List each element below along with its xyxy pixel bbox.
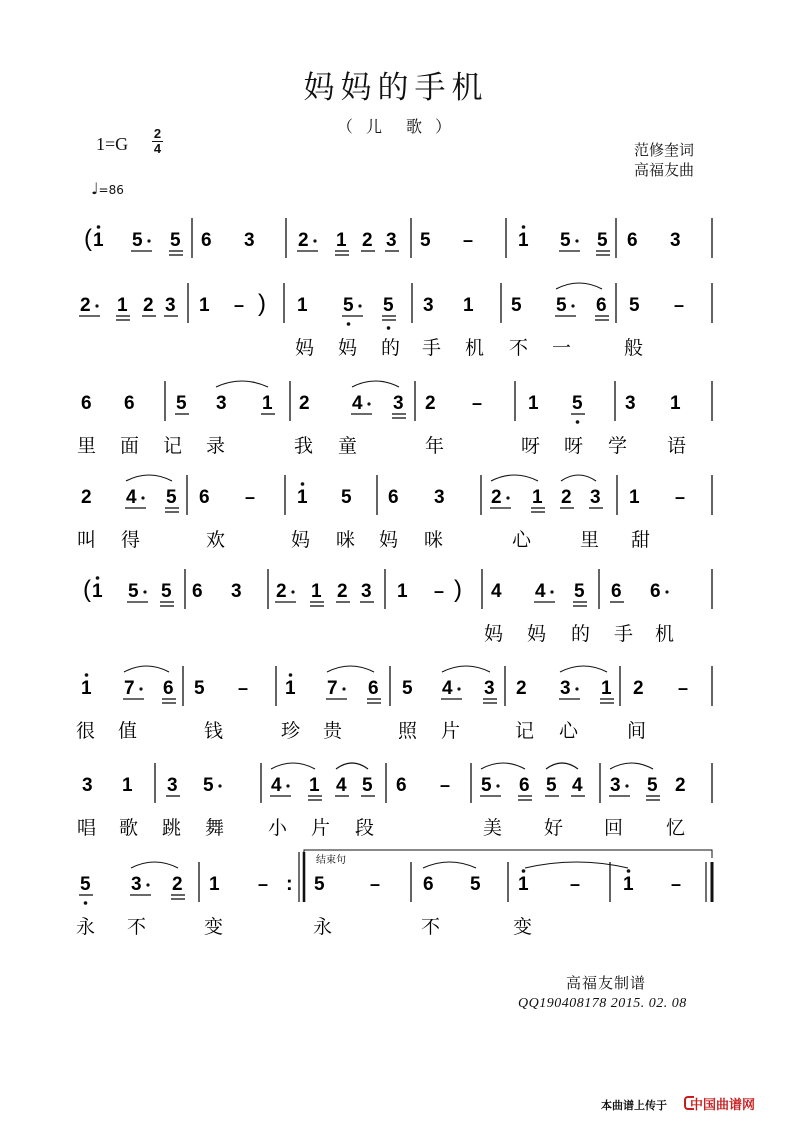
note-2-7: ) — [258, 290, 266, 317]
slur-6-1 — [124, 666, 169, 672]
note-1-17: 3 — [670, 230, 681, 251]
upload-notice: 本曲谱上传于 — [601, 1099, 667, 1112]
note-6-5: – — [238, 678, 249, 698]
slur-7-3 — [481, 763, 525, 769]
note-4-6: 1 — [297, 487, 308, 508]
note-7-10: – — [440, 775, 451, 795]
note-8-8: – — [370, 874, 381, 894]
slur-2-1 — [556, 283, 602, 289]
lyric-4-2: 得 — [121, 529, 141, 551]
note-5-13: ) — [454, 576, 462, 603]
note-3-6: 2 — [299, 393, 310, 414]
note-6-10: 4 — [442, 678, 453, 699]
lyric-7-5: 小 — [268, 817, 288, 839]
slur-7-4 — [546, 763, 578, 769]
contact-date: QQ190408178 2015. 02. 08 — [518, 996, 687, 1011]
slur-3-1 — [216, 381, 268, 387]
lyric-3-11: 语 — [667, 435, 687, 457]
augmentation-dot — [286, 784, 289, 787]
low-octave-dot — [84, 901, 88, 905]
note-6-2: 7 — [124, 678, 135, 699]
slur-8-3 — [525, 862, 628, 868]
score-maker: 高福友制谱 — [566, 974, 647, 992]
lyricist-credit: 范修奎词 — [634, 141, 695, 159]
note-3-13: 3 — [625, 393, 636, 414]
note-5-17: 6 — [611, 581, 622, 602]
lyric-3-5: 我 — [294, 435, 314, 457]
augmentation-dot — [625, 784, 628, 787]
key-signature: 1=G — [96, 134, 129, 154]
note-1-11: 5 — [420, 230, 431, 251]
note-5-2: 1 — [92, 581, 103, 602]
high-octave-dot — [289, 673, 293, 677]
augmentation-dot — [146, 883, 149, 886]
note-3-4: 3 — [216, 393, 227, 414]
lyric-2-8: 般 — [624, 337, 644, 359]
note-3-11: 1 — [528, 393, 539, 414]
note-2-2: 1 — [117, 295, 128, 316]
lyric-3-3: 记 — [163, 435, 183, 457]
lyric-4-1: 叫 — [77, 529, 97, 551]
note-8-9: 6 — [423, 874, 434, 895]
note-8-11: 1 — [518, 874, 529, 895]
lyric-8-2: 不 — [127, 916, 147, 938]
note-4-1: 2 — [81, 487, 92, 508]
note-4-10: 2 — [491, 487, 502, 508]
lyric-4-10: 甜 — [631, 529, 651, 551]
lyric-8-3: 变 — [204, 916, 224, 938]
low-octave-dot — [347, 322, 351, 326]
note-1-8: 1 — [336, 230, 347, 251]
augmentation-dot — [147, 239, 150, 242]
note-4-2: 4 — [126, 487, 137, 508]
lyric-6-1: 很 — [76, 720, 96, 742]
note-6-15: 2 — [633, 678, 644, 699]
note-3-9: 2 — [425, 393, 436, 414]
augmentation-dot — [218, 784, 221, 787]
lyric-8-4: 永 — [313, 916, 333, 938]
lyric-5-5: 机 — [655, 623, 675, 645]
note-1-9: 2 — [362, 230, 373, 251]
lyric-6-7: 片 — [441, 720, 461, 742]
note-3-14: 1 — [670, 393, 681, 414]
note-7-7: 4 — [336, 775, 347, 796]
slur-6-2 — [327, 666, 374, 672]
note-4-8: 6 — [388, 487, 399, 508]
note-8-7: 5 — [314, 874, 325, 895]
lyric-5-2: 妈 — [527, 623, 547, 645]
low-octave-dot — [576, 420, 580, 424]
note-8-12: – — [570, 874, 581, 894]
lyric-3-8: 呀 — [521, 435, 541, 457]
high-octave-dot — [96, 576, 100, 580]
note-7-15: 3 — [610, 775, 621, 796]
lyric-7-7: 段 — [355, 817, 375, 839]
ending-bracket — [304, 850, 712, 858]
note-6-1: 1 — [81, 678, 92, 699]
note-5-6: 3 — [231, 581, 242, 602]
note-6-3: 6 — [163, 678, 174, 699]
note-6-12: 2 — [516, 678, 527, 699]
note-3-8: 3 — [393, 393, 404, 414]
note-7-3: 3 — [167, 775, 178, 796]
augmentation-dot — [550, 590, 553, 593]
lyric-6-3: 钱 — [204, 720, 224, 742]
page-title: 妈妈的手机 — [303, 70, 489, 106]
lyric-7-1: 唱 — [77, 817, 97, 839]
note-7-5: 4 — [271, 775, 282, 796]
augmentation-dot — [665, 590, 668, 593]
note-2-3: 2 — [143, 295, 154, 316]
slur-4-2 — [491, 475, 538, 481]
note-6-6: 1 — [285, 678, 296, 699]
note-1-4: 5 — [170, 230, 181, 251]
note-8-10: 5 — [470, 874, 481, 895]
slur-8-2 — [423, 862, 476, 868]
note-4-4: 6 — [199, 487, 210, 508]
note-2-1: 2 — [80, 295, 91, 316]
note-7-16: 5 — [647, 775, 658, 796]
slur-4-1 — [126, 475, 172, 481]
note-1-1: ( — [84, 225, 92, 252]
augmentation-dot — [139, 687, 142, 690]
lyric-3-9: 呀 — [564, 435, 584, 457]
note-5-10: 3 — [361, 581, 372, 602]
note-5-1: ( — [83, 576, 91, 603]
note-1-6: 3 — [244, 230, 255, 251]
note-5-12: – — [434, 581, 445, 601]
note-7-11: 5 — [481, 775, 492, 796]
note-7-6: 1 — [309, 775, 320, 796]
lyric-4-3: 欢 — [206, 529, 226, 551]
slur-6-4 — [560, 666, 607, 672]
note-2-6: – — [234, 295, 245, 315]
lyric-7-6: 片 — [311, 817, 331, 839]
note-6-9: 5 — [402, 678, 413, 699]
site-logo[interactable] — [690, 1094, 755, 1113]
note-8-4: 1 — [209, 874, 220, 895]
note-1-3: 5 — [132, 230, 143, 251]
lyric-2-6: 不 — [509, 337, 529, 359]
note-2-4: 3 — [165, 295, 176, 316]
note-4-15: – — [675, 487, 686, 507]
quarter-note-icon: ♩ — [91, 179, 99, 198]
note-7-2: 1 — [122, 775, 133, 796]
note-6-8: 6 — [368, 678, 379, 699]
note-2-15: 6 — [596, 295, 607, 316]
note-5-16: 5 — [574, 581, 585, 602]
note-4-7: 5 — [341, 487, 352, 508]
lyric-6-6: 照 — [398, 720, 418, 742]
slur-7-5 — [610, 763, 653, 769]
genre-label: （ 儿 歌 ） — [336, 117, 456, 136]
note-1-14: 5 — [560, 230, 571, 251]
high-octave-dot — [627, 869, 631, 873]
note-2-14: 5 — [556, 295, 567, 316]
note-7-14: 4 — [572, 775, 583, 796]
lyric-3-10: 学 — [608, 435, 628, 457]
note-2-5: 1 — [199, 295, 210, 316]
note-2-8: 1 — [297, 295, 308, 316]
note-1-13: 1 — [518, 230, 529, 251]
augmentation-dot — [367, 402, 370, 405]
note-1-2: 1 — [93, 230, 104, 251]
note-3-3: 5 — [176, 393, 187, 414]
high-octave-dot — [522, 869, 526, 873]
augmentation-dot — [141, 496, 144, 499]
note-3-2: 6 — [124, 393, 135, 414]
lyric-7-9: 好 — [544, 817, 564, 839]
tempo-value: =86 — [98, 183, 124, 197]
lyric-6-8: 记 — [515, 720, 535, 742]
high-octave-dot — [522, 225, 526, 229]
note-7-1: 3 — [82, 775, 93, 796]
high-octave-dot — [301, 482, 305, 486]
note-7-9: 6 — [396, 775, 407, 796]
augmentation-dot — [291, 590, 294, 593]
note-8-2: 3 — [131, 874, 142, 895]
note-2-9: 5 — [343, 295, 354, 316]
lyric-3-6: 童 — [338, 435, 358, 457]
lyric-8-6: 变 — [513, 916, 533, 938]
note-8-1: 5 — [80, 874, 91, 895]
note-4-12: 2 — [561, 487, 572, 508]
note-1-16: 6 — [627, 230, 638, 251]
high-octave-dot — [85, 673, 89, 677]
lyric-4-4: 妈 — [291, 529, 311, 551]
lyric-5-4: 手 — [614, 623, 634, 645]
lyric-3-4: 录 — [206, 435, 226, 457]
slur-7-1 — [271, 763, 315, 769]
note-1-7: 2 — [298, 230, 309, 251]
lyric-5-3: 的 — [571, 623, 591, 645]
lyric-4-9: 里 — [580, 529, 600, 551]
note-3-10: – — [472, 393, 483, 413]
ending-label: 结束句 — [316, 855, 346, 866]
lyric-3-2: 面 — [120, 435, 140, 457]
low-octave-dot — [387, 326, 391, 330]
lyric-6-5: 贵 — [323, 720, 343, 742]
lyric-2-4: 手 — [422, 337, 442, 359]
time-signature-bottom: 4 — [153, 141, 162, 156]
note-4-11: 1 — [532, 487, 543, 508]
note-6-11: 3 — [484, 678, 495, 699]
lyric-2-2: 妈 — [338, 337, 358, 359]
note-1-10: 3 — [386, 230, 397, 251]
augmentation-dot — [143, 590, 146, 593]
note-5-9: 2 — [337, 581, 348, 602]
lyric-3-7: 年 — [425, 435, 445, 457]
note-2-12: 1 — [463, 295, 474, 316]
note-4-14: 1 — [629, 487, 640, 508]
slur-6-3 — [442, 666, 490, 672]
augmentation-dot — [496, 784, 499, 787]
note-5-3: 5 — [128, 581, 139, 602]
lyric-2-7: 一 — [552, 337, 572, 359]
note-5-11: 1 — [397, 581, 408, 602]
note-2-11: 3 — [423, 295, 434, 316]
lyric-7-8: 美 — [483, 817, 503, 839]
note-4-9: 3 — [434, 487, 445, 508]
lyric-8-1: 永 — [76, 916, 96, 938]
lyric-4-5: 咪 — [336, 529, 356, 551]
note-5-5: 6 — [192, 581, 203, 602]
lyric-6-4: 珍 — [281, 720, 301, 742]
note-7-17: 2 — [675, 775, 686, 796]
slur-7-2 — [336, 763, 368, 769]
augmentation-dot — [457, 687, 460, 690]
lyric-2-5: 机 — [465, 337, 485, 359]
note-1-12: – — [463, 230, 474, 250]
augmentation-dot — [342, 687, 345, 690]
lyric-2-3: 的 — [381, 337, 401, 359]
note-5-4: 5 — [161, 581, 172, 602]
composer-credit: 高福友曲 — [634, 161, 695, 179]
note-6-14: 1 — [601, 678, 612, 699]
note-8-13: 1 — [623, 874, 634, 895]
augmentation-dot — [95, 304, 98, 307]
note-5-7: 2 — [276, 581, 287, 602]
note-6-4: 5 — [194, 678, 205, 699]
note-2-16: 5 — [629, 295, 640, 316]
lyric-4-8: 心 — [512, 529, 532, 551]
note-3-1: 6 — [81, 393, 92, 414]
note-7-12: 6 — [519, 775, 530, 796]
note-6-13: 3 — [560, 678, 571, 699]
note-8-5: – — [258, 874, 269, 894]
note-3-7: 4 — [352, 393, 363, 414]
lyric-7-4: 舞 — [205, 817, 225, 839]
lyric-5-1: 妈 — [484, 623, 504, 645]
augmentation-dot — [571, 304, 574, 307]
augmentation-dot — [506, 496, 509, 499]
note-8-14: – — [671, 874, 682, 894]
note-6-7: 7 — [327, 678, 338, 699]
note-2-10: 5 — [383, 295, 394, 316]
lyric-8-5: 不 — [421, 916, 441, 938]
note-6-16: – — [678, 678, 689, 698]
lyric-4-7: 咪 — [424, 529, 444, 551]
site-logo-text: 中国曲谱网 — [690, 1098, 756, 1113]
high-octave-dot — [97, 225, 101, 229]
note-2-17: – — [674, 295, 685, 315]
note-8-6: : — [286, 873, 293, 895]
lyric-7-10: 回 — [604, 817, 624, 839]
lyric-6-2: 值 — [118, 720, 138, 742]
lyric-7-3: 跳 — [162, 817, 182, 839]
augmentation-dot — [313, 239, 316, 242]
note-8-3: 2 — [172, 874, 183, 895]
note-3-5: 1 — [262, 393, 273, 414]
note-4-3: 5 — [166, 487, 177, 508]
note-3-12: 5 — [572, 393, 583, 414]
note-4-13: 3 — [590, 487, 601, 508]
note-7-8: 5 — [362, 775, 373, 796]
note-5-8: 1 — [311, 581, 322, 602]
time-signature-top: 2 — [153, 126, 162, 141]
note-1-5: 6 — [201, 230, 212, 251]
note-2-13: 5 — [511, 295, 522, 316]
lyric-6-10: 间 — [627, 720, 647, 742]
augmentation-dot — [575, 239, 578, 242]
note-5-15: 4 — [535, 581, 546, 602]
note-5-18: 6 — [650, 581, 661, 602]
slur-4-3 — [561, 475, 596, 481]
lyric-2-1: 妈 — [295, 337, 315, 359]
augmentation-dot — [575, 687, 578, 690]
note-7-4: 5 — [203, 775, 214, 796]
lyric-3-1: 里 — [77, 435, 97, 457]
slur-3-2 — [352, 381, 399, 387]
slur-8-1 — [131, 862, 178, 868]
note-7-13: 5 — [546, 775, 557, 796]
lyric-6-9: 心 — [559, 720, 579, 742]
note-5-14: 4 — [491, 581, 502, 602]
lyric-7-2: 歌 — [119, 817, 139, 839]
note-4-5: – — [245, 487, 256, 507]
note-1-15: 5 — [597, 230, 608, 251]
lyric-4-6: 妈 — [379, 529, 399, 551]
augmentation-dot — [358, 304, 361, 307]
lyric-7-11: 忆 — [666, 817, 686, 839]
